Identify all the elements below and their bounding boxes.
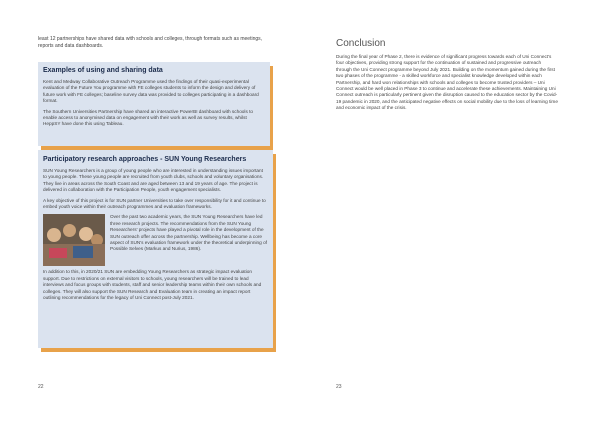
intro-paragraph: least 12 partnerships have shared data with schools and colleges, through formats such as meetings, reports and data dashboards. <box>38 36 263 49</box>
data-sharing-heading: Examples of using and sharing data <box>43 67 163 74</box>
kent-medway-paragraph: Kent and Medway Collaborative Outreach Programme used the findings of their quasi-experimental evaluation of the Future You programme with FE colleges students to inform the design and delivery of future work with FE colleges; baseline survey data was provided to colleges participating in a dashboard format. <box>43 79 259 104</box>
young-researchers-photo <box>43 214 105 266</box>
conclusion-paragraph: During the final year of Phase 2, there is evidence of significant progress towards each of Uni Connect's four objectives, providing strong support for the continuation of sustained and progressive outreach through the Uni Connect programme beyond July 2021. Building on the momentum gained during the first two phases of the programme - a skilled workforce and specialist knowledge developed within each Partnership, and hard won relationships with schools and colleges to become trusted providers – Uni Connect would be well placed in Phase 3 to continue and accelerate these achievements. Maintaining Uni Connect outreach is particularly pertinent given the disruption caused to the education sector by the Covid-19 pandemic in 2020, and the anticipated negative effects on social mobility due to the loss of learning time and economic impact of the crisis. <box>336 54 558 111</box>
conclusion-title: Conclusion <box>336 38 386 49</box>
page-number-left: 22 <box>38 384 44 390</box>
data-sharing-box <box>38 62 270 146</box>
sun-young-researchers-box <box>38 150 273 348</box>
sun-young-researchers-heading: Participatory research approaches - SUN Young Researchers <box>43 156 247 163</box>
sun-intro-paragraph: SUN Young Researchers is a group of young people who are interested in understanding issues important to young people. These young people are recruited from youth clubs, schools and voluntary organisations. They live in areas across the South Coast and are aged between 13 and 19 years of age. The project is delivered in collaboration with the Participation People, youth engagement specialists. <box>43 168 264 193</box>
sun-projects-paragraph: Over the past two academic years, the SUN Young Researchers have led three research projects. The recommendations from the SUN Young Researchers' projects have played a pivotal role in the development of the SUN outreach offer across the partnership. Wellbeing has become a core aspect of SUN's evaluation framework under the theoretical underpinning of Possible Selves (Markus and Nurius, 1986). <box>110 214 267 252</box>
southern-universities-paragraph: The Southern Universities Partnership have shared an interactive PowerBI dashboard with schools to enable access to anonymised data on engagement with their work as well as survey results, whilst HeppSY have done this using Tableau. <box>43 108 254 127</box>
photo-row <box>43 214 268 266</box>
sun-objective-paragraph: A key objective of this project is for SUN partner Universities to take over responsibility for it and continue to embed youth voice within their outreach programmes and evaluation frameworks. <box>43 197 266 210</box>
page-number-right: 23 <box>336 384 342 390</box>
sun-2020-paragraph: In addition to this, in 2020/21 SUN are embedding Young Researchers as strategic impact evaluation support. Due to restrictions on external visitors to schools, young researchers will be trained to lead interviews and focus groups with students, staff and senior leadership teams within their own schools and colleges. They will also support the SUN Research and Evaluation team in creating an impact report outlining recommendations for the legacy of Uni Connect post-July 2021. <box>43 269 262 301</box>
